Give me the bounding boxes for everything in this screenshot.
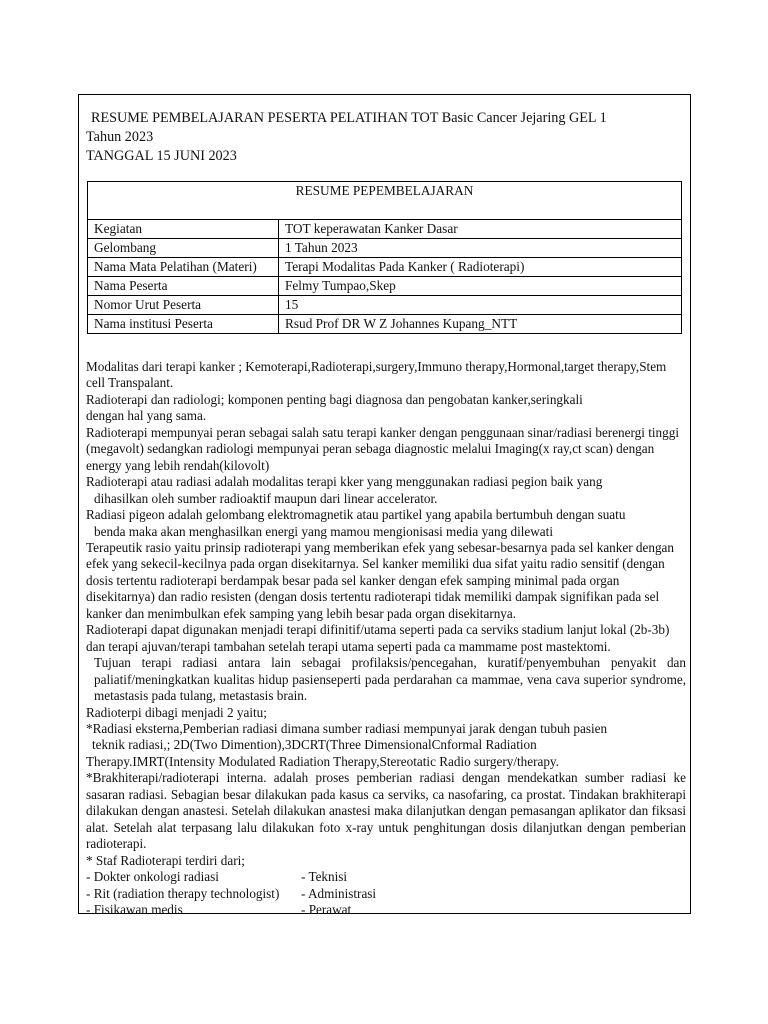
row-label: Kegiatan	[88, 220, 279, 239]
staff-right: - Teknisi	[301, 869, 348, 885]
paragraph-role: Radioterapi mempunyai peran sebagai salah satu terapi kanker dengan penggunaan sinar/radiasi berenergi tinggi (megavolt) sedangkan radiologi mempunyai peran sebaga diagnostic melalui Imaging(x ray,ct scan) dengan energy yang lebih rendah(kilovolt)	[86, 424, 679, 473]
paragraph-external-b: teknik radiasi,; 2D(Two Dimention),3DCRT(Three DimensionalCnformal Radiation	[92, 737, 537, 753]
document-header	[86, 109, 684, 166]
table-row	[88, 258, 682, 277]
row-label: Nama institusi Peserta	[88, 315, 279, 334]
staff-row	[86, 902, 686, 918]
table-row	[88, 296, 682, 315]
resume-body	[86, 359, 686, 918]
paragraph-brachytherapy: *Brakhiterapi/radioterapi interna. adalah proses pemberian radiasi dengan mendekatkan sumber radiasi ke sasaran radiasi. Sebagian besar dilakukan pada kasus ca serviks, ca nasofaring, ca prostat. Tindakan brakhiterapi dilakukan dengan anastesi. Setelah dilakukan anastesi maka dilanjutkan dengan pemasangan aplikator dan fiksasi alat. Setelah alat terpasang lalu dilakukan foto x-ray untuk penghitungan dosis dilanjutkan dengan pemberian radioterapi.	[86, 770, 686, 852]
paragraph-types-intro: Radioterpi dibagi menjadi 2 yaitu;	[86, 704, 267, 720]
staff-left: - Rit (radiation therapy technologist)	[86, 885, 280, 901]
row-value: Felmy Tumpao,Skep	[279, 277, 682, 296]
table-row	[88, 277, 682, 296]
staff-row	[86, 869, 686, 885]
info-table-heading-row	[88, 182, 682, 220]
info-table	[87, 181, 682, 334]
table-row	[88, 220, 682, 239]
paragraph-ionizing-a: Radiasi pigeon adalah gelombang elektromagnetik atau partikel yang apabila bertumbuh dengan suatu	[86, 507, 626, 523]
paragraph-definition-b: dihasilkan oleh sumber radioaktif maupun dari linear accelerator.	[94, 490, 438, 506]
staff-right: - Administrasi	[301, 885, 377, 901]
paragraph-definition-a: Radioterapi atau radiasi adalah modalitas terapi kker yang menggunakan radiasi pegion baik yang	[86, 474, 603, 490]
paragraph-radiology-a: Radioterapi dan radiologi; komponen penting bagi diagnosa dan pengobatan kanker,seringkali	[86, 391, 583, 407]
staff-left: - Dokter onkologi radiasi	[86, 869, 219, 885]
document-date: TANGGAL 15 JUNI 2023	[86, 148, 237, 164]
row-value: Rsud Prof DR W Z Johannes Kupang_NTT	[279, 315, 682, 334]
paragraph-usage: Radioterapi dapat digunakan menjadi terapi difinitif/utama seperti pada ca serviks stadium lanjut lokal (2b-3b) dan terapi ajuvan/terapi tambahan setelah terapi utama seperti pada ca mammame post mastektomi.	[86, 622, 670, 654]
staff-heading: * Staf Radioterapi terdiri dari;	[86, 852, 245, 868]
staff-row	[86, 886, 686, 902]
document-title-year: Tahun 2023	[86, 129, 154, 145]
row-value: Terapi Modalitas Pada Kanker ( Radioterapi)	[279, 258, 682, 277]
staff-left: - Fisikawan medis	[86, 901, 183, 917]
row-label: Nama Mata Pelatihan (Materi)	[88, 258, 279, 277]
row-label: Gelombang	[88, 239, 279, 258]
row-label: Nomor Urut Peserta	[88, 296, 279, 315]
row-value: 1 Tahun 2023	[279, 239, 682, 258]
paragraph-goals: Tujuan terapi radiasi antara lain sebagai profilaksis/pencegahan, kuratif/penyembuhan penyakit dan paliatif/meningkatkan kualitas hidup pasienseperti pada perdarahan ca mammae, vena cava superior syndrome, metastasis pada tulang, metastasis brain.	[94, 655, 686, 704]
paragraph-radiology-b: dengan hal yang sama.	[86, 408, 207, 424]
row-label: Nama Peserta	[88, 277, 279, 296]
document-title: RESUME PEMBELAJARAN PESERTA PELATIHAN TOT Basic Cancer Jejaring GEL 1	[91, 110, 607, 126]
document-page	[78, 94, 691, 917]
table-row	[88, 239, 682, 258]
row-value: TOT keperawatan Kanker Dasar	[279, 220, 682, 239]
paragraph-ionizing-b: benda maka akan menghasilkan energi yang mamou mengionisasi media yang dilewati	[94, 523, 553, 539]
staff-right: - Perawat	[301, 901, 352, 917]
info-table-heading: RESUME PEPEMBELAJARAN	[88, 182, 682, 220]
row-value: 15	[279, 296, 682, 315]
table-row	[88, 315, 682, 334]
paragraph-modalities: Modalitas dari terapi kanker ; Kemoterapi,Radioterapi,surgery,Immuno therapy,Hormonal,target therapy,Stem cell Transpalant.	[86, 359, 667, 391]
paragraph-external-a: *Radiasi eksterna,Pemberian radiasi dimana sumber radiasi mempunyai jarak dengan tubuh pasien	[86, 720, 608, 736]
paragraph-therapeutic-ratio: Terapeutik rasio yaitu prinsip radioterapi yang memberikan efek yang sebesar-besarnya pada sel kanker dengan efek yang sekecil-kecilnya pada organ disekitarnya. Sel kanker memiliki dua sifat yaitu radio sensitif (dengan dosis tertentu radioterapi berdampak besar pada sel kanker dengan efek samping minimal pada organ disekitarnya) dan radio resisten (dengan dosis tertentu radioterapi tidak memiliki dampak signifikan pada sel kanker dan menimbulkan efek samping yang lebih besar pada organ disekitarnya.	[86, 539, 674, 621]
paragraph-external-c: Therapy.IMRT(Intensity Modulated Radiation Therapy,Stereotatic Radio surgery/therapy.	[86, 753, 559, 769]
